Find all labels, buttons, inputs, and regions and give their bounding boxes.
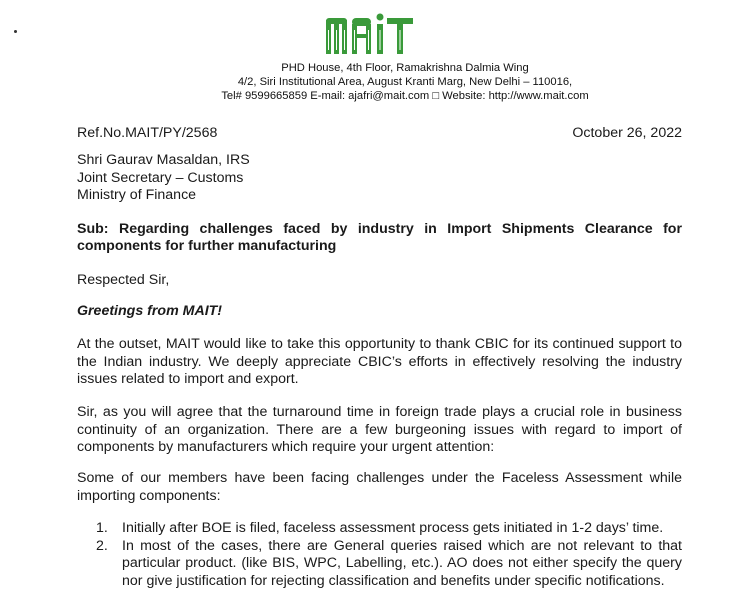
address-line-2: 4/2, Siri Institutional Area, August Kranti Marg, New Delhi – 110016,: [237, 76, 573, 88]
letter-date: October 26, 2022: [572, 125, 682, 141]
salutation: Respected Sir,: [77, 272, 170, 288]
paragraph-faceless: Some of our members have been facing challenges under the Faceless Assessment while importing components:: [77, 470, 682, 504]
list-text: Initially after BOE is filed, faceless assessment process gets initiated in 1-2 days’ time.: [122, 520, 664, 536]
list-text: In most of the cases, there are General queries raised which are not relevant to that particular product. (like BIS, WPC, Labelling, etc.). AO does not either specify the query nor give justification for rejecting classification and benefits under specific notifications.: [122, 537, 682, 589]
issue-list: [96, 520, 682, 590]
list-number: 1.: [96, 520, 108, 536]
paragraph-intro: At the outset, MAIT would like to take this opportunity to thank CBIC for its continued support to the Indian industry. We deeply appreciate CBIC’s efforts in effectively resolving the industry issues related to import and export.: [77, 336, 682, 387]
greeting: Greetings from MAIT!: [77, 303, 223, 319]
subject-line: Sub: Regarding challenges faced by industry in Import Shipments Clearance for components for further manufacturing: [77, 221, 682, 254]
contact-line: Tel# 9599665859 E-mail: ajafri@mait.com □ Website: http://www.mait.com: [221, 90, 589, 102]
reference-number: Ref.No.MAIT/PY/2568: [77, 125, 218, 141]
address-line-1: PHD House, 4th Floor, Ramakrishna Dalmia Wing: [281, 62, 529, 74]
addressee-title: Joint Secretary – Customs: [77, 169, 244, 186]
paragraph-issues: Sir, as you will agree that the turnaround time in foreign trade plays a crucial role in business continuity of an organization. There are a few burgeoning issues with regard to import of components by manufacturers which require your urgent attention:: [77, 404, 682, 455]
list-number: 2.: [96, 537, 108, 554]
letterhead-address: [110, 61, 700, 103]
addressee-ministry: Ministry of Finance: [77, 187, 197, 203]
addressee-block: [77, 152, 250, 205]
scan-speck: [14, 30, 17, 33]
list-item: [96, 520, 682, 538]
list-item: [96, 538, 682, 591]
mait-logo: [324, 10, 416, 58]
addressee-name: Shri Gaurav Masaldan, IRS: [77, 152, 250, 168]
